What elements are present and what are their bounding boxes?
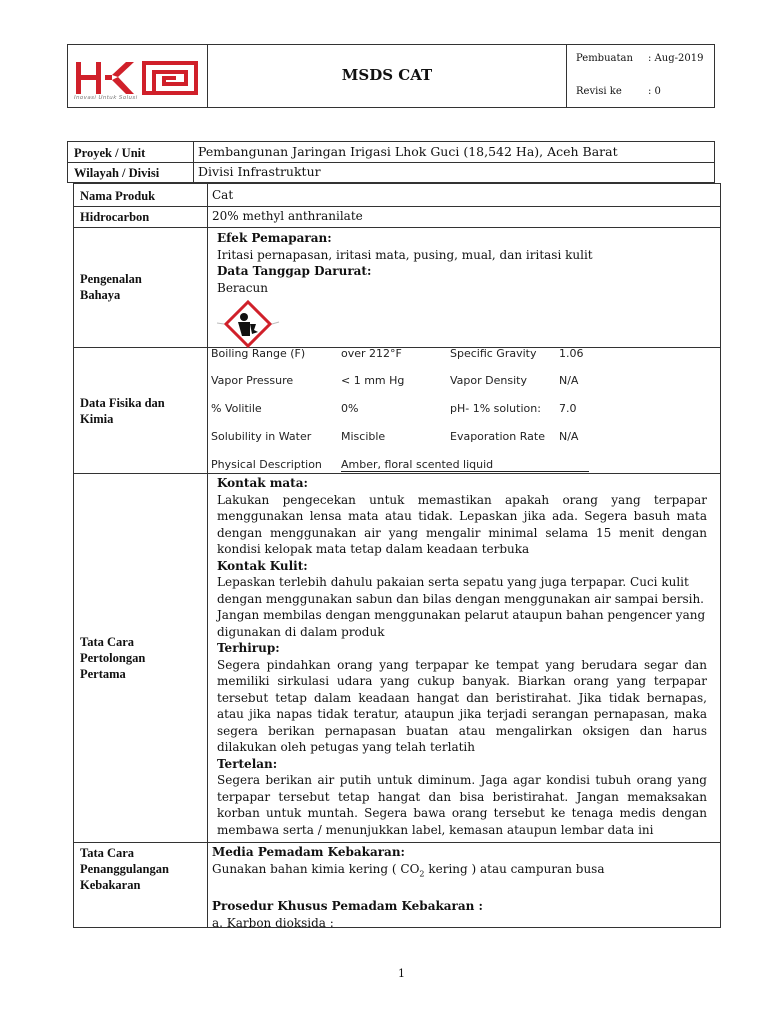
pengenalan-bahaya-label: Pengenalan Bahaya	[80, 272, 142, 302]
physical-description-key: Physical Description	[211, 458, 322, 471]
tertelan-text: Segera berikan air putih untuk diminum. Jaga agar kondisi tubuh orang yang terpapar tersebut tetap hangat dan bisa beristirahat. Jangan memaksakan korban untuk muntah. Segera bawa orang tersebut ke tenaga medis dengan membawa serta / menunjukkan label, kemasan ataupun lembar data ini	[217, 773, 707, 837]
data-fisika-label: Data Fisika dan Kimia	[80, 396, 165, 426]
wilayah-label: Wilayah / Divisi	[74, 166, 160, 180]
prop-key: Vapor Pressure	[211, 374, 294, 387]
prop-key: Evaporation Rate	[450, 430, 545, 443]
media-pemadam-text: Gunakan bahan kimia kering ( $CO_2$ kering ) atau campuran busa	[212, 861, 605, 878]
pembuatan-value: : Aug-2019	[648, 53, 704, 64]
kontak-kulit-heading: Kontak Kulit:	[217, 558, 308, 573]
company-logo	[74, 58, 202, 104]
prop-value: 1.06	[559, 347, 584, 360]
revisi-label: Revisi ke	[576, 86, 622, 97]
penanggulangan-kebakaran-label: Tata Cara Penanggulangan Kebakaran	[80, 846, 169, 892]
kontak-mata-heading: Kontak mata:	[217, 476, 308, 490]
prop-key: Vapor Density	[450, 374, 527, 387]
proyek-label: Proyek / Unit	[74, 146, 146, 160]
darurat-heading: Data Tanggap Darurat:	[217, 264, 372, 278]
health-hazard-icon	[216, 300, 280, 348]
fire-content	[212, 844, 707, 931]
media-pemadam-heading: Media Pemadam Kebakaran:	[212, 845, 405, 859]
darurat-text: Beracun	[217, 280, 268, 295]
efek-text: Iritasi pernapasan, iritasi mata, pusing, mual, dan iritasi kulit	[217, 247, 593, 262]
efek-heading: Efek Pemaparan:	[217, 231, 332, 245]
physical-properties-table	[211, 346, 611, 472]
prop-value: N/A	[559, 430, 579, 443]
kontak-kulit-text: Lepaskan terlebih dahulu pakaian serta sepatu yang juga terpapar. Cuci kulit dengan menggunakan sabun dan bilas dengan menggunakan air sampai bersih. Jangan membilas dengan menggunakan pelarut ataupun bahan pengencer yang digunakan di dalam produk	[217, 575, 706, 639]
prosedur-item-a: a. Karbon dioksida :	[212, 915, 334, 930]
hidrocarbon-value: 20% methyl anthranilate	[212, 209, 363, 223]
prop-value: < 1 mm Hg	[341, 374, 405, 387]
prop-key: Specific Gravity	[450, 347, 537, 360]
terhirup-text: Segera pindahkan orang yang terpapar ke tempat yang berudara segar dan memiliki sirkulasi udara yang cukup banyak. Biarkan orang yang terpapar tersebut tetap dalam keadaan hangat dan beristirahat. Jika tidak bernapas, atau jika napas tidak teratur, ataupun jika terjadi serangan pernapasan, maka segera berikan pernapasan buatan atau mengalirkan oksigen dan harus dilakukan oleh petugas yang telah terlatih	[217, 657, 707, 754]
prosedur-heading: Prosedur Khusus Pemadam Kebakaran :	[212, 899, 483, 914]
prop-value: Miscible	[341, 430, 386, 443]
prop-key: pH- 1% solution:	[450, 402, 541, 415]
logo-tagline: Inovasi Untuk Solusi	[74, 95, 138, 101]
prop-value: 7.0	[559, 402, 577, 415]
prop-value: over 212°F	[341, 347, 402, 360]
physical-description-value: Amber, floral scented liquid	[341, 458, 494, 471]
hazard-content	[217, 230, 712, 296]
prop-key: Boiling Range (F)	[211, 347, 306, 360]
first-aid-content	[217, 475, 707, 838]
hidrocarbon-label: Hidrocarbon	[80, 210, 150, 224]
kontak-mata-text: Lakukan pengecekan untuk memastikan apakah orang yang terpapar menggunakan lensa mata atau tidak. Lepaskan jika ada. Segera basuh mata dengan menggunakan air yang mengalir minimal selama 15 menit dengan kondisi kelopak mata tetap dalam keadaan terbuka	[217, 492, 707, 556]
prop-value: N/A	[559, 374, 579, 387]
document-title: MSDS CAT	[341, 66, 433, 84]
terhirup-heading: Terhirup:	[217, 641, 280, 655]
nama-produk-label: Nama Produk	[80, 189, 156, 203]
prop-key: Solubility in Water	[211, 430, 312, 443]
prop-key: % Volitile	[211, 402, 262, 415]
pembuatan-label: Pembuatan	[576, 53, 633, 64]
pertolongan-pertama-label: Tata Cara Pertolongan Pertama	[80, 635, 146, 681]
proyek-value: Pembangunan Jaringan Irigasi Lhok Guci (18,542 Ha), Aceh Barat	[198, 144, 618, 159]
wilayah-value: Divisi Infrastruktur	[198, 164, 321, 179]
nama-produk-value: Cat	[212, 188, 234, 202]
page-number: 1	[398, 967, 405, 980]
tertelan-heading: Tertelan:	[217, 756, 278, 771]
prop-value: 0%	[341, 402, 359, 415]
revisi-value: : 0	[648, 86, 661, 97]
